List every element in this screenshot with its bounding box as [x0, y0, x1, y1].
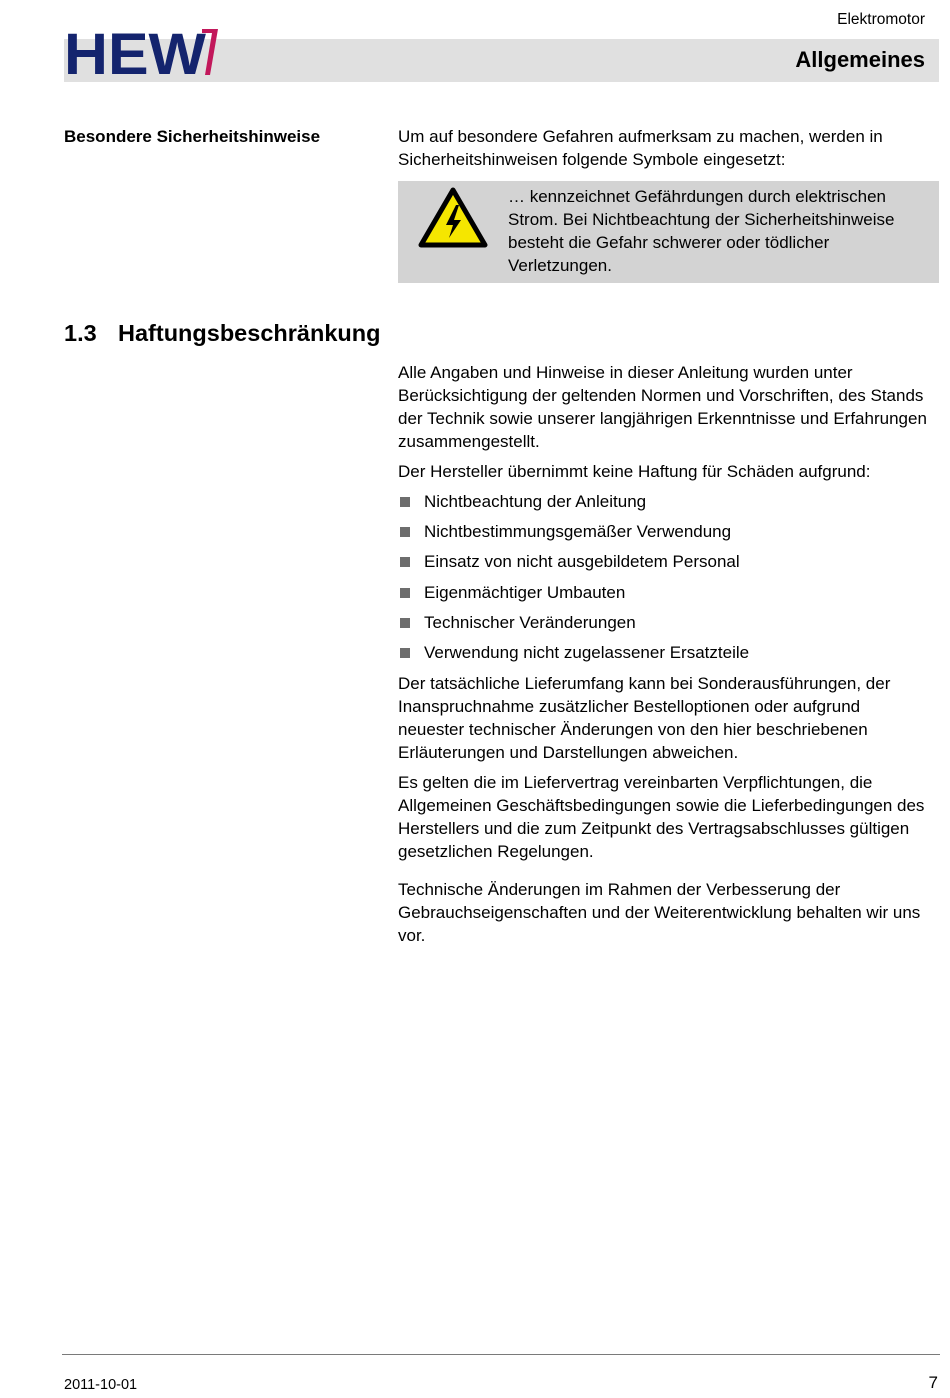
header-product-name: Elektromotor	[837, 11, 925, 28]
footer-divider	[62, 1354, 940, 1355]
liability-list	[398, 490, 928, 671]
electrical-hazard-icon	[418, 187, 488, 254]
list-item: Nichtbestimmungsgemäßer Verwendung	[398, 520, 928, 550]
header-section-title: Allgemeines	[795, 47, 925, 72]
bullet-square-icon	[400, 648, 410, 658]
bullet-square-icon	[400, 618, 410, 628]
list-item: Nichtbeachtung der Anleitung	[398, 490, 928, 520]
paragraph-3: Der tatsächliche Lieferumfang kann bei Sonderausführungen, der Inanspruchnahme zusätzlicher Bestelloptionen oder aufgrund neuester technischer Änderungen von den hier beschriebenen Erläuterungen und Darstellungen abweichen.	[398, 674, 891, 762]
bullet-square-icon	[400, 557, 410, 567]
footer-date: 2011-10-01	[64, 1377, 138, 1393]
section-title: Haftungsbeschränkung	[118, 320, 381, 346]
list-item: Technischer Veränderungen	[398, 611, 928, 641]
bullet-square-icon	[400, 588, 410, 598]
warning-box	[398, 181, 939, 283]
list-item: Verwendung nicht zugelassener Ersatzteile	[398, 641, 928, 671]
warning-text: … kennzeichnet Gefährdungen durch elektrischen Strom. Bei Nichtbeachtung der Sicherheitshinweise besteht die Gefahr schwerer oder tödlicher Verletzungen.	[508, 187, 895, 275]
paragraph-1: Alle Angaben und Hinweise in dieser Anleitung wurden unter Berücksichtigung der geltenden Normen und Vorschriften, des Stands der Technik sowie unserer langjährigen Erkenntnisse und Erfahrungen zusammengestellt.	[398, 363, 927, 451]
section-heading	[64, 320, 380, 347]
paragraph-4: Es gelten die im Liefervertrag vereinbarten Verpflichtungen, die Allgemeinen Geschäftsbedingungen sowie die Lieferbedingungen des Herstellers und die zum Zeitpunkt des Vertragsabschlusses gültigen gesetzlichen Regelungen.	[398, 773, 925, 861]
section-number: 1.3	[64, 320, 97, 346]
list-item: Einsatz von nicht ausgebildetem Personal	[398, 550, 928, 580]
bullet-square-icon	[400, 497, 410, 507]
page-number: 7	[928, 1373, 938, 1392]
paragraph-5: Technische Änderungen im Rahmen der Verbesserung der Gebrauchseigenschaften und der Weiterentwicklung behalten wir uns vor.	[398, 880, 921, 945]
safety-label: Besondere Sicherheitshinweise	[64, 127, 321, 146]
hew-logo	[64, 27, 218, 77]
safety-intro: Um auf besondere Gefahren aufmerksam zu machen, werden in Sicherheitshinweisen folgende Symbole eingesetzt:	[398, 127, 883, 169]
list-item: Eigenmächtiger Umbauten	[398, 581, 928, 611]
paragraph-2: Der Hersteller übernimmt keine Haftung für Schäden aufgrund:	[398, 462, 871, 481]
bullet-square-icon	[400, 527, 410, 537]
svg-text:HEW: HEW	[64, 27, 207, 77]
